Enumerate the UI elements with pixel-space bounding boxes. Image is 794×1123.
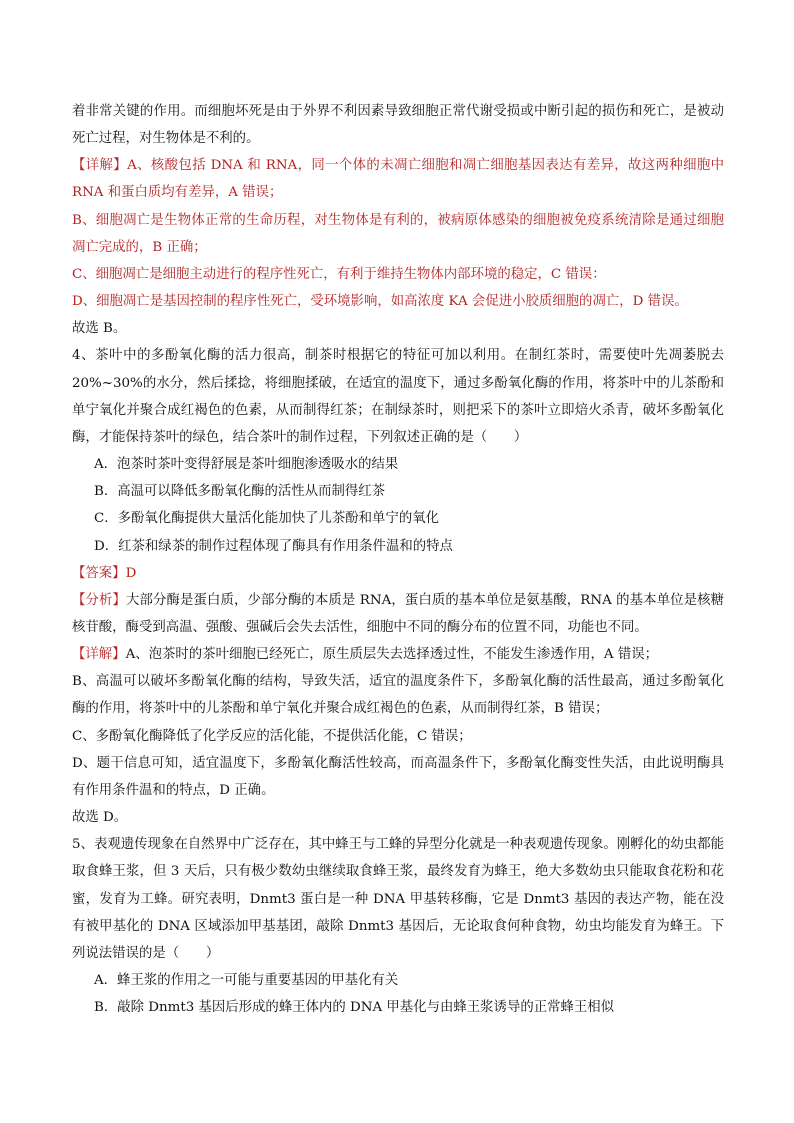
q3-detail-a-text: A、核酸包括 DNA 和 RNA，同一个体的未凋亡细胞和凋亡细胞基因表达有差异，故这两种细胞中 RNA 和蛋白质均有差异，A 错误； <box>72 158 725 201</box>
detail-tag: 【详解】 <box>72 158 128 174</box>
q5-stem: 5、表观遗传现象在自然界中广泛存在，其中蜂王与工蜂的异型分化就是一种表观遗传现象。刚孵化的幼虫都能取食蜂王浆，但 3 天后，只有极少数幼虫继续取食蜂王浆，最终发育为蜂王，绝大多数幼虫只能取食花粉和花蜜，发育为工蜂。研究表明，Dnmt3 蛋白是一种 DNA 甲基转移酶，它是 Dnmt3 基因的表达产物，能在没有被甲基化的 DNA 区域添加甲基基团，敲除 Dnmt3 基因后，无论取食何种食物，幼虫均能发育为蜂王。下列说法错误的是（ ） <box>72 837 724 961</box>
answer-tag: 【答案】 <box>72 565 126 581</box>
q4-detail-a <box>72 641 724 668</box>
q4-option-b: B．高温可以降低多酚氧化酶的活性从而制得红茶 <box>94 484 386 500</box>
q4-answer <box>72 560 724 587</box>
detail-tag: 【详解】 <box>72 647 126 663</box>
q3-detail-b: B、细胞凋亡是生物体正常的生命历程，对生物体是有利的，被病原体感染的细胞被免疫系统清除是通过细胞凋亡完成的，B 正确； <box>72 212 724 255</box>
prior-explanation-paragraph: 着非常关键的作用。而细胞坏死是由于外界不利因素导致细胞正常代谢受损或中断引起的损伤和死亡，是被动死亡过程，对生物体是不利的。 <box>72 104 724 147</box>
analysis-tag: 【分析】 <box>72 592 126 608</box>
q4-analysis-text: 大部分酶是蛋白质，少部分酶的本质是 RNA，蛋白质的基本单位是氨基酸，RNA 的基本单位是核糖核苷酸，酶受到高温、强酸、强碱后会失去活性，细胞中不同的酶分布的位置不同，功能也不同。 <box>72 592 724 635</box>
q4-option-a: A．泡茶时茶叶变得舒展是茶叶细胞渗透吸水的结果 <box>94 457 399 473</box>
q4-stem: 4、茶叶中的多酚氧化酶的活力很高，制茶时根据它的特征可加以利用。在制红茶时，需要使叶先凋萎脱去 20%~30%的水分，然后揉捻，将细胞揉破，在适宜的温度下，通过多酚氧化酶的作用，将茶叶中的儿茶酚和单宁氧化并聚合成红褐色的色素，从而制得红茶；在制绿茶时，则把采下的茶叶立即焙火杀青，破坏多酚氧化酶，才能保持茶叶的绿色，结合茶叶的制作过程，下列叙述正确的是（ ） <box>72 348 724 445</box>
q4-option-c: C．多酚氧化酶提供大量活化能加快了儿茶酚和单宁的氧化 <box>94 511 440 527</box>
q3-conclusion: 故选 B。 <box>72 321 127 337</box>
q4-analysis <box>72 587 724 641</box>
q3-detail-c: C、细胞凋亡是细胞主动进行的程序性死亡，有利于维持生物体内部环境的稳定，C 错误： <box>72 266 606 282</box>
q4-conclusion: 故选 D。 <box>72 810 128 826</box>
q4-detail-b: B、高温可以破坏多酚氧化酶的结构，导致失活，适宜的温度条件下，多酚氧化酶的活性最高，通过多酚氧化酶的作用，将茶叶中的儿茶酚和单宁氧化并聚合成红褐色的色素，从而制得红茶，B 错误； <box>72 674 724 717</box>
q3-detail-d: D、细胞凋亡是基因控制的程序性死亡，受环境影响，如高浓度 KA 会促进小胶质细胞的凋亡，D 错误。 <box>72 294 688 310</box>
q4-detail-d: D、题干信息可知，适宜温度下，多酚氧化酶活性较高，而高温条件下，多酚氧化酶变性失活，由此说明酶具有作用条件温和的特点，D 正确。 <box>72 755 724 798</box>
q3-detail-a <box>72 152 724 206</box>
q5-option-b: B．敲除 Dnmt3 基因后形成的蜂王体内的 DNA 甲基化与由蜂王浆诱导的正常蜂王相似 <box>94 1000 615 1016</box>
q4-detail-a-text: A、泡茶时的茶叶细胞已经死亡，原生质层失去选择透过性，不能发生渗透作用，A 错误； <box>125 647 659 663</box>
q5-option-a: A．蜂王浆的作用之一可能与重要基因的甲基化有关 <box>94 973 399 988</box>
q4-option-d: D．红茶和绿茶的制作过程体现了酶具有作用条件温和的特点 <box>94 538 453 554</box>
answer-value: D <box>125 565 137 581</box>
document-page <box>72 98 724 1021</box>
q4-detail-c: C、多酚氧化酶降低了化学反应的活化能，不提供活化能，C 错误； <box>72 728 472 744</box>
